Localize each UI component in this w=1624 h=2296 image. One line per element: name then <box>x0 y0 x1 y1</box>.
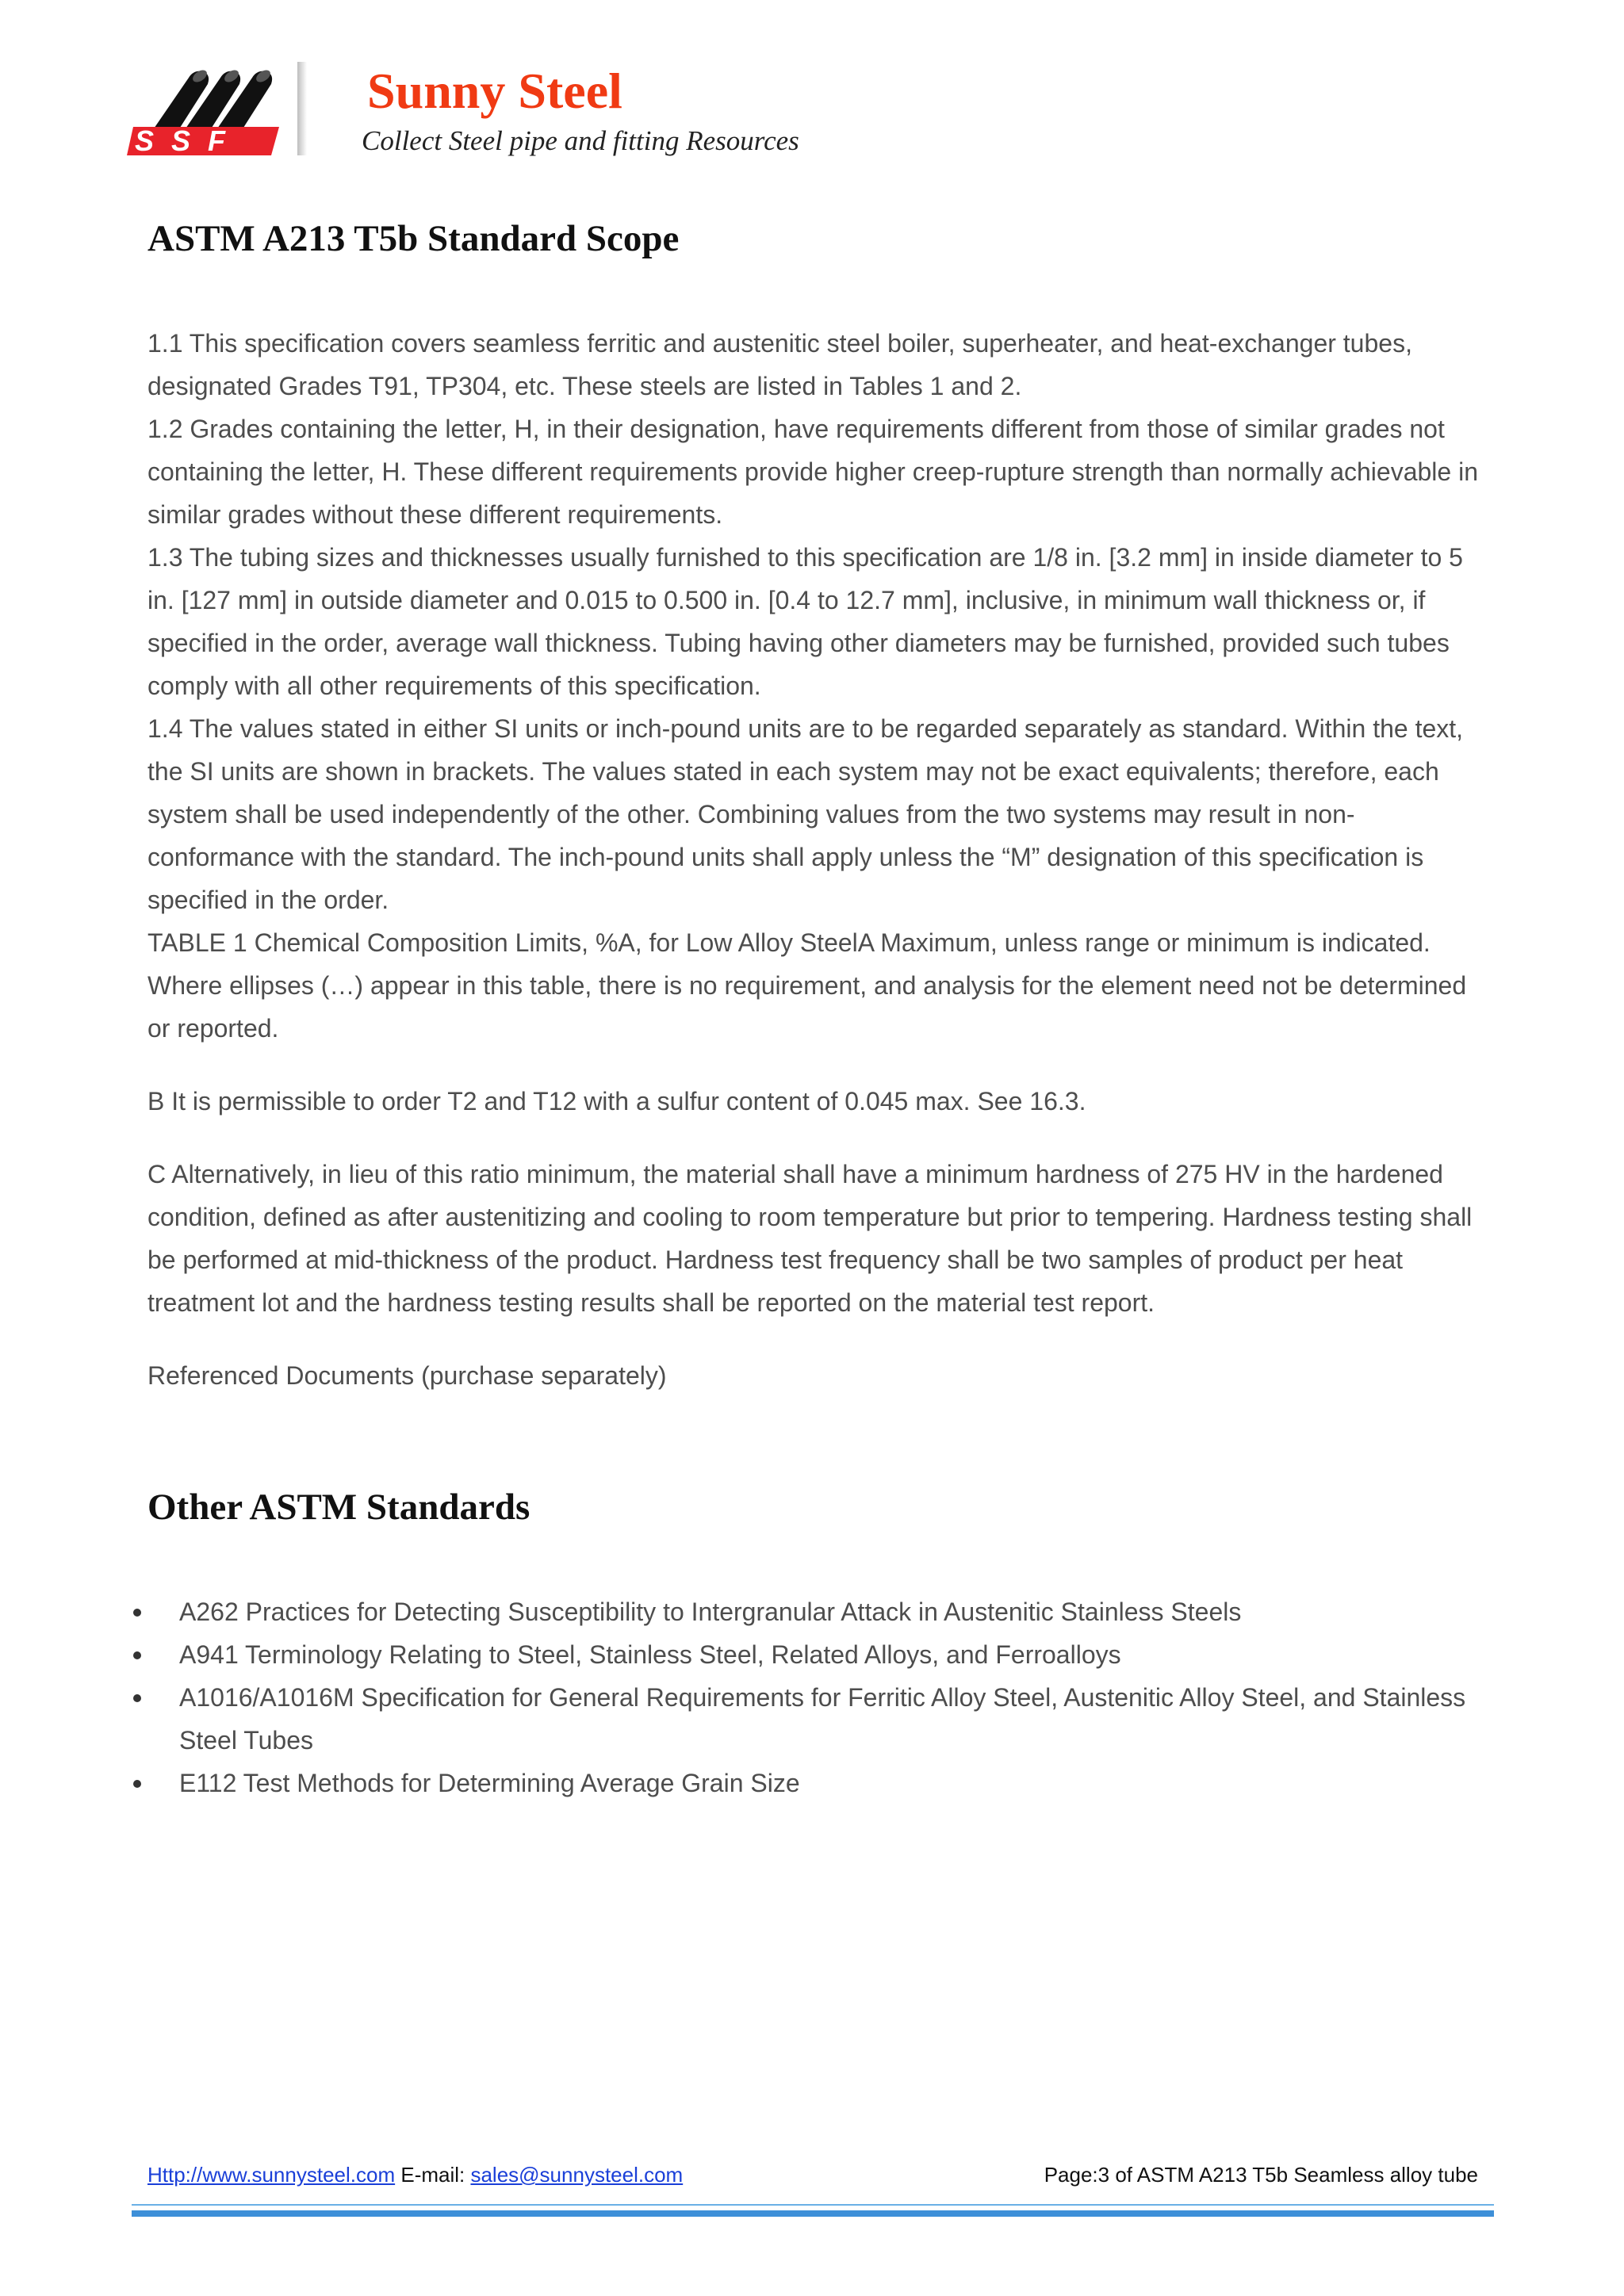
page-number: Page:3 of ASTM A213 T5b Seamless alloy tube <box>1044 2163 1478 2187</box>
scope-paragraph-1-2: 1.2 Grades containing the letter, H, in their designation, have requirements different from those of similar grades not containing the letter, H. These different requirements provide higher creep-rupture strength than normally achievable in similar grades without these different requirements. <box>147 415 1478 529</box>
brand-tagline: Collect Steel pipe and fitting Resources <box>362 125 799 156</box>
sunny-steel-logo <box>127 63 301 159</box>
logo-divider <box>297 62 307 155</box>
brand-name: Sunny Steel <box>367 63 622 119</box>
footnote-c: C Alternatively, in lieu of this ratio minimum, the material shall have a minimum hardness of 275 HV in the hardened condition, defined as after austenitizing and cooling to room temperature but prior to tempering. Hardness testing shall be performed at mid-thickness of the product. Hardness test frequency shall be two samples of product per heat treatment lot and the hardness testing results shall be reported on the material test report. <box>147 1160 1473 1317</box>
page-footer <box>147 2163 1478 2195</box>
list-item: A262 Practices for Detecting Susceptibility to Intergranular Attack in Austenitic Stainless Steels <box>127 1590 1499 1633</box>
page-title: ASTM A213 T5b Standard Scope <box>147 218 680 259</box>
footnote-b: B It is permissible to order T2 and T12 with a sulfur content of 0.045 max. See 16.3. <box>147 1087 1086 1115</box>
scope-paragraph-1-1: 1.1 This specification covers seamless ferritic and austenitic steel boiler, superheater, and heat-exchanger tubes, designated Grades T91, TP304, etc. These steels are listed in Tables 1 and 2. <box>147 329 1412 400</box>
scope-paragraph-1-3: 1.3 The tubing sizes and thicknesses usually furnished to this specification are 1/8 in. [3.2 mm] in inside diameter to 5 in. [127 mm] in outside diameter and 0.015 to 0.500 in. [0.4 to 12.7 mm], inclusive, in minimum wall thickness or, if specified in the order, average wall thickness. Tubing having other diameters may be furnished, provided such tubes comply with all other requirements of this specification. <box>147 543 1463 700</box>
footer-contact <box>147 2163 683 2187</box>
footer-rule-thick <box>132 2210 1494 2217</box>
table-1-caption: TABLE 1 Chemical Composition Limits, %A, for Low Alloy SteelA Maximum, unless range or minimum is indicated. Where ellipses (…) appear in this table, there is no requirement, and analysis for the element need not be determined or reported. <box>147 928 1467 1043</box>
scope-body <box>147 322 1496 1397</box>
email-link[interactable]: sales@sunnysteel.com <box>470 2163 684 2187</box>
page-header <box>127 55 920 174</box>
scope-paragraph-1-4: 1.4 The values stated in either SI units or inch-pound units are to be regarded separately as standard. Within the text, the SI units are shown in brackets. The values stated in each system may not be exact equivalents; therefore, each system shall be used independently of the other. Combining values from the two systems may result in non-conformance with the standard. The inch-pound units shall apply unless the “M” designation of this specification is specified in the order. <box>147 714 1464 914</box>
list-item: E112 Test Methods for Determining Average Grain Size <box>127 1762 1499 1804</box>
email-label: E-mail: <box>395 2163 471 2187</box>
website-link[interactable]: Http://www.sunnysteel.com <box>147 2163 396 2187</box>
referenced-documents-label: Referenced Documents (purchase separately) <box>147 1361 667 1390</box>
other-standards-list <box>127 1590 1499 1804</box>
list-item: A941 Terminology Relating to Steel, Stainless Steel, Related Alloys, and Ferroalloys <box>127 1633 1499 1676</box>
svg-text:SSF: SSF <box>135 124 243 157</box>
list-item: A1016/A1016M Specification for General Requirements for Ferritic Alloy Steel, Austenitic Alloy Steel, and Stainless Steel Tubes <box>127 1676 1499 1762</box>
footer-rule-thin <box>132 2204 1494 2206</box>
section-title-other-standards: Other ASTM Standards <box>147 1487 530 1528</box>
